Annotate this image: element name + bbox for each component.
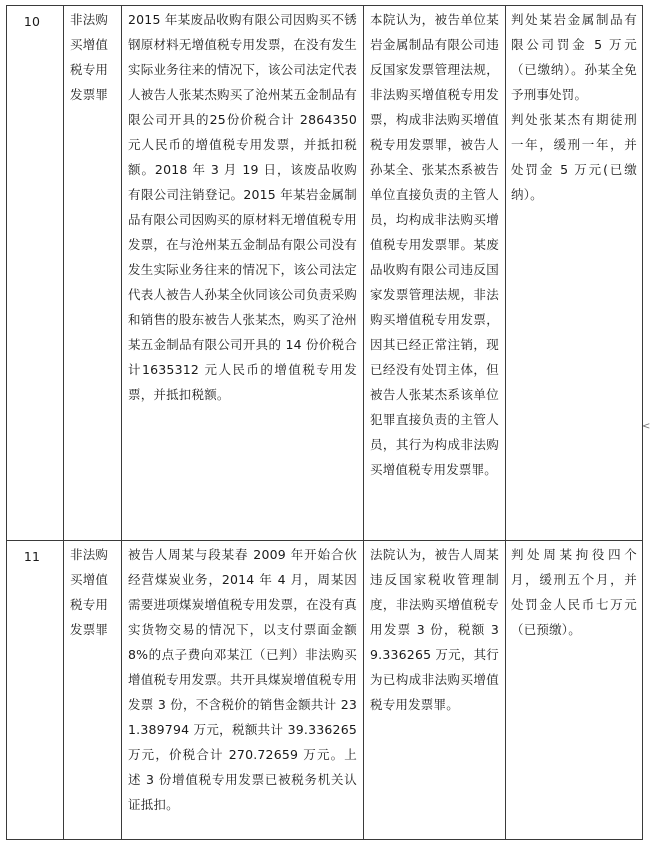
verdict-paragraph: 判处某岩金属制品有限公司罚金 5 万元（已缴纳）。孙某全免予刑事处罚。 <box>511 12 637 102</box>
verdict-cell <box>506 541 643 840</box>
court-opinion-text: 法院认为，被告人周某违反国家税收管理制度，非法购买增值税专用发票 3 份，税额 39.336265 万元，其行为已构成非法购买增值税专用发票罪。 <box>370 547 499 712</box>
charge-text: 非法购买增值税专用发票罪 <box>70 547 109 637</box>
charge-cell <box>64 6 122 541</box>
case-number-cell <box>7 541 64 840</box>
facts-cell <box>122 541 364 840</box>
case-number-cell <box>7 6 64 541</box>
table-row <box>7 6 643 541</box>
charge-cell <box>64 541 122 840</box>
case-table <box>6 5 643 840</box>
verdict-paragraph: 判处张某杰有期徒刑一年，缓刑一年，并处罚金 5 万元(已缴纳）。 <box>511 112 637 202</box>
verdict-cell <box>506 6 643 541</box>
court-opinion-text: 本院认为，被告单位某岩金属制品有限公司违反国家发票管理法规，非法购买增值税专用发票，构成非法购买增值税专用发票罪，被告人孙某全、张某杰系被告单位直接负责的主管人员，均构成非法购买增值税专用发票罪。某废品收购有限公司违反国家发票管理法规，非法购买增值税专用发票，因其已经正常注销，现已经没有处罚主体，但被告人张某杰系该单位犯罪直接负责的主管人员，其行为构成非法购买增值税专用发票罪。 <box>370 12 499 477</box>
charge-text: 非法购买增值税专用发票罪 <box>70 12 109 102</box>
case-number: 11 <box>23 549 41 564</box>
facts-text: 2015 年某废品收购有限公司因购买不锈钢原材料无增值税专用发票，在没有发生实际业务往来的情况下，该公司法定代表人被告人张某杰购买了沧州某五金制品有限公司开具的25份价税合计 2864350 元人民币的增值税专用发票，并抵扣税额。2018 年 3 月 19 日，该废品收购有限公司注销登记。2015 年某岩金属制品有限公司因购买的原材料无增值税专用发票，在与沧州某五金制品有限公司没有发生实际业务往来的情况下，该公司法定代表人被告人孙某全伙同该公司负责采购和销售的股东被告人张某杰，购买了沧州某五金制品有限公司开具的 14 份价税合计1635312 元人民币的增值税专用发票，并抵扣税额。 <box>128 12 357 402</box>
facts-cell <box>122 6 364 541</box>
scroll-left-icon[interactable]: < <box>642 421 650 432</box>
table-row <box>7 541 643 840</box>
case-number: 10 <box>23 14 41 29</box>
facts-text: 被告人周某与段某春 2009 年开始合伙经营煤炭业务，2014 年 4 月，周某因需要进项煤炭增值税专用发票，在没有真实货物交易的情况下，以支付票面金额 8%的点子费向邓某江（已判）非法购买增值税专用发票。共开具煤炭增值税专用发票 3 份，不含税价的销售金额共计 231.389794 万元，税额共计 39.336265 万元，价税合计 270.72659 万元。上述 3 份增值税专用发票已被税务机关认证抵扣。 <box>128 547 357 812</box>
court-opinion-cell <box>364 541 506 840</box>
verdict-paragraph: 判处周某拘役四个月，缓刑五个月，并处罚金人民币七万元（已预缴）。 <box>511 547 637 637</box>
court-opinion-cell <box>364 6 506 541</box>
